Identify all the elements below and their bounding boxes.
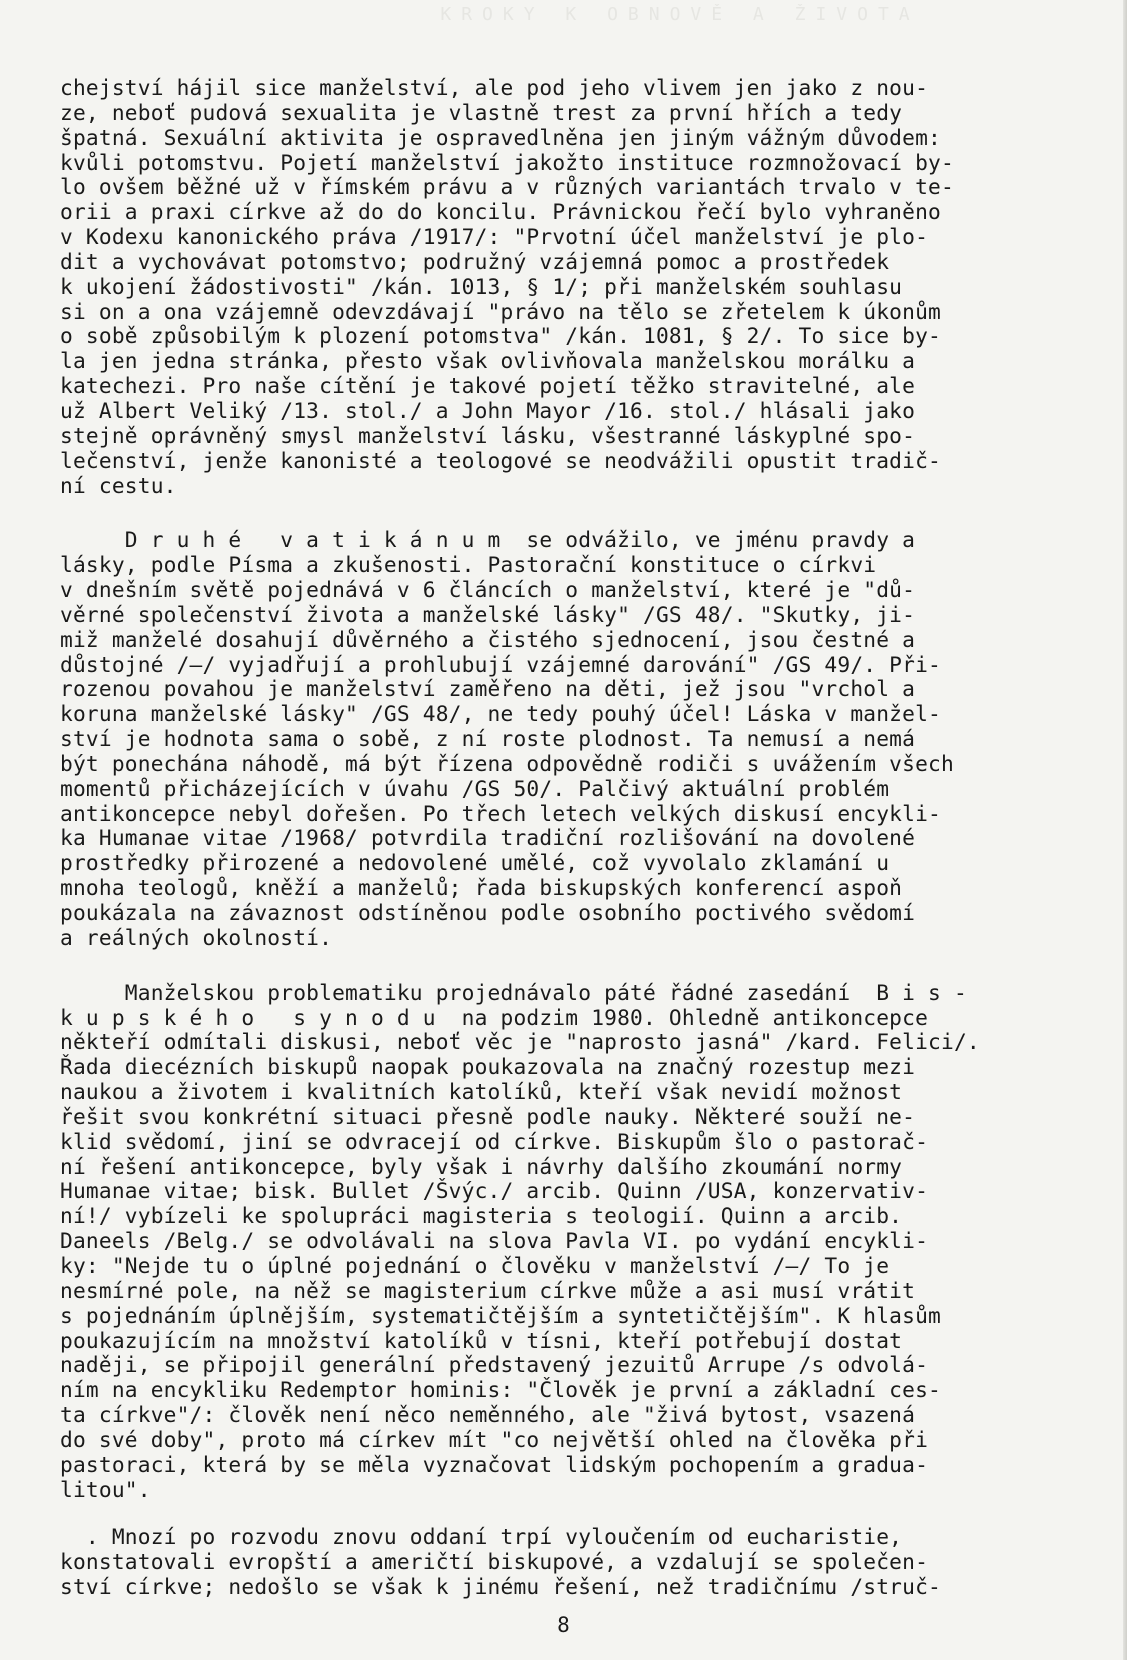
text-line: antikoncepce nebyl dořešen. Po třech letech velkých diskusí encykli- — [60, 800, 942, 826]
text-line: Řada diecézních biskupů naopak poukazovala na značný rozestup mezi — [60, 1054, 916, 1080]
text-line: být ponechána náhodě, má být řízena odpovědně rodiči s uvážením všech — [60, 750, 954, 776]
text-line: s pojednáním úplnějším, systematičtějším a syntetičtějším". K hlasům — [60, 1302, 942, 1328]
text-line: ním na encykliku Redemptor hominis: "Člověk je první a základní ces- — [60, 1377, 942, 1403]
text-line: k ukojení žádostivosti" /kán. 1013, § 1/; při manželském souhlasu — [60, 273, 903, 299]
text-line: ní cestu. — [60, 472, 177, 498]
text-line: koruna manželské lásky" /GS 48/, ne tedy pouhý účel! Láska v manžel- — [60, 701, 942, 727]
body-text — [60, 76, 1080, 1600]
running-header-bleed: KROKY K OBNOVĚ A ŽIVOTA — [440, 4, 920, 25]
text-line: katechezi. Pro naše cítění je takové pojetí těžko stravitelné, ale — [60, 373, 916, 399]
text-line: si on a ona vzájemně odevzdávají "právo na tělo se zřetelem k úkonům — [60, 298, 942, 324]
text-line: ka Humanae vitae /1968/ potvrdila tradiční rozlišování na dovolené — [60, 825, 916, 851]
text-line: v Kodexu kanonického práva /1917/: "Prvotní účel manželství je plo- — [60, 224, 929, 250]
text-line: ze, neboť pudová sexualita je vlastně trest za první hřích a tedy — [60, 99, 903, 125]
text-line: litou". — [60, 1476, 151, 1502]
text-line: orii a praxi církve až do do koncilu. Právnickou řečí bylo vyhraněno — [60, 199, 942, 225]
text-line: Daneels /Belg./ se odvolávali na slova Pavla VI. po vydání encykli- — [60, 1228, 929, 1254]
text-line: konstatovali evropští a američtí biskupové, a vzdalují se společen- — [60, 1549, 929, 1575]
text-line: rozenou povahou je manželství zaměřeno na děti, jež jsou "vrchol a — [60, 676, 916, 702]
text-line: lo ovšem běžné už v římském právu a v různých variantách trvalo v te- — [60, 174, 954, 200]
text-line: prostředky přirozené a nedovolené umělé, což vyvolalo zklamání u — [60, 850, 890, 876]
text-line: lásky, podle Písma a zkušenosti. Pastorační konstituce o církvi — [60, 552, 877, 578]
text-line: nesmírné pole, na něž se magisterium církve může a asi musí vrátit — [60, 1277, 916, 1303]
text-line: ky: "Nejde tu o úplné pojednání o člověku v manželství /—/ To je — [60, 1252, 890, 1278]
text-line: Humanae vitae; bisk. Bullet /Švýc./ arcib. Quinn /USA, konzervativ- — [60, 1178, 929, 1204]
text-line: poukazujícím na množství katolíků v tísni, kteří potřebují dostat — [60, 1327, 903, 1353]
paragraph-3 — [60, 981, 1080, 1503]
text-line: ní řešení antikoncepce, byly však i návrhy dalšího zkoumání normy — [60, 1153, 903, 1179]
paragraph-2 — [60, 528, 1080, 950]
text-line: důstojné /—/ vyjadřují a prohlubují vzájemné darování" /GS 49/. Při- — [60, 651, 942, 677]
text-line: do své doby", proto má církev mít "co největší ohled na člověka při — [60, 1426, 929, 1452]
text-line: momentů přicházejících v úvahu /GS 50/. Palčivý aktuální problém — [60, 775, 890, 801]
text-line: mnoha teologů, kněží a manželů; řada biskupských konferencí aspoň — [60, 875, 903, 901]
page-edge-shadow — [1123, 0, 1127, 1660]
text-line: už Albert Veliký /13. stol./ a John Mayor /16. stol./ hlásali jako — [60, 397, 916, 423]
text-line: klid svědomí, jiní se odvracejí od církve. Biskupům šlo o pastorač- — [60, 1128, 929, 1154]
text-line: ta církve"/: člověk není něco neměnného, ale "živá bytost, vsazená — [60, 1402, 916, 1428]
text-line: a reálných okolností. — [60, 924, 333, 950]
text-line: kvůli potomstvu. Pojetí manželství jakožto instituce rozmnožovací by- — [60, 149, 954, 175]
text-line: věrné společenství života a manželské lásky" /GS 48/. "Skutky, ji- — [60, 601, 916, 627]
text-line: chejství hájil sice manželství, ale pod jeho vlivem jen jako z nou- — [60, 75, 929, 100]
text-line: někteří odmítali diskusi, neboť věc je "naprosto jasná" /kard. Felici/. — [60, 1029, 980, 1055]
paragraph-4 — [60, 1525, 1080, 1600]
page-number: 8 — [557, 1613, 570, 1637]
text-line: poukázala na závaznost odstíněnou podle osobního poctivého svědomí — [60, 900, 916, 925]
text-line: dit a vychovávat potomstvo; podružný vzájemná pomoc a prostředek — [60, 248, 890, 274]
text-line: řešit svou konkrétní situaci přesně podle nauky. Některé souží ne- — [60, 1103, 916, 1129]
text-line: pastoraci, která by se měla vyznačovat lidským pochopením a gradua- — [60, 1451, 929, 1477]
text-line: ní!/ vybízeli ke spolupráci magisteria s teologií. Quinn a arcib. — [60, 1203, 903, 1229]
text-line: D r u h é v a t i k á n u m se odvážilo, ve jménu pravdy a — [60, 527, 916, 553]
text-line: v dnešním světě pojednává v 6 článcích o manželství, které je "dů- — [60, 577, 916, 603]
text-line: ství je hodnota sama o sobě, z ní roste plodnost. Ta nemusí a nemá — [60, 726, 916, 752]
text-line: miž manželé dosahují důvěrného a čistého sjednocení, jsou čestné a — [60, 626, 916, 652]
text-line: Manželskou problematiku projednávalo páté řádné zasedání B i s - — [60, 979, 967, 1005]
text-line: špatná. Sexuální aktivita je ospravedlněna jen jiným vážným důvodem: — [60, 124, 942, 150]
text-line: stejně oprávněný smysl manželství lásku, všestranné láskyplné spo- — [60, 422, 916, 448]
text-line: ství církve; nedošlo se však k jinému řešení, než tradičnímu /struč- — [60, 1574, 942, 1600]
paragraph-1 — [60, 76, 1080, 498]
text-line: la jen jedna stránka, přesto však ovlivňovala manželskou morálku a — [60, 348, 916, 374]
text-line: lečenství, jenže kanonisté a teologové se neodvážili opustit tradič- — [60, 447, 942, 473]
text-line: o sobě způsobilým k plození potomstva" /kán. 1081, § 2/. To sice by- — [60, 323, 942, 349]
text-line: naději, se připojil generální představený jezuitů Arrupe /s odvolá- — [60, 1352, 929, 1378]
text-line: naukou a životem i kvalitních katolíků, kteří však nevidí možnost — [60, 1079, 903, 1105]
text-line: k u p s k é h o s y n o d u na podzim 1980. Ohledně antikoncepce — [60, 1004, 929, 1030]
text-line: . Mnozí po rozvodu znovu oddaní trpí vyloučením od eucharistie, — [60, 1524, 903, 1550]
